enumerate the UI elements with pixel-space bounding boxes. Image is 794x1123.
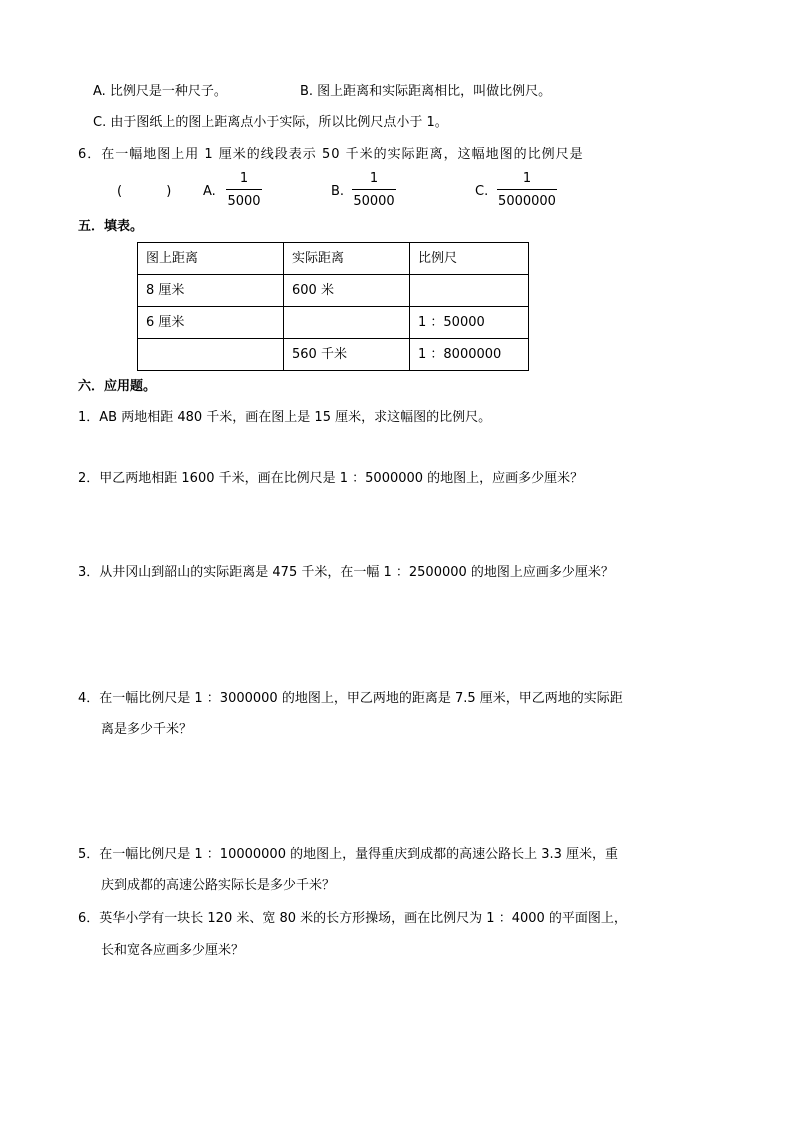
section6-title: 六．应用题。 — [78, 379, 157, 394]
table-cell — [138, 339, 284, 371]
choice6-stem: 6．在一幅地图上用 1 厘米的线段表示 50 千米的实际距离，这幅地图的比例尺是 — [78, 147, 584, 162]
table-cell — [284, 307, 410, 339]
choice6-option-c-label: C. — [475, 184, 489, 199]
table-cell: 8 厘米 — [138, 275, 284, 307]
choice6-blank: ( ) — [117, 184, 172, 199]
table-row — [138, 275, 529, 307]
choice5-option-c: C. 由于图纸上的图上距离点小于实际，所以比例尺点小于 1。 — [93, 115, 448, 130]
table-header-cell: 实际距离 — [284, 243, 410, 275]
table-cell: 6 厘米 — [138, 307, 284, 339]
option-a-denominator: 5000 — [227, 194, 261, 209]
option-c-denominator: 5000000 — [498, 194, 556, 209]
choice5-option-b: B. 图上距离和实际距离相比，叫做比例尺。 — [300, 84, 552, 99]
option-b-numerator: 1 — [369, 171, 379, 186]
table-cell: 600 米 — [284, 275, 410, 307]
option-b-denominator: 50000 — [353, 194, 395, 209]
question-6-line-1: 6．英华小学有一块长 120 米、宽 80 米的长方形操场，画在比例尺为 1 ：4000 的平面图上， — [78, 911, 627, 926]
table-row — [138, 307, 529, 339]
table-header-cell: 比例尺 — [410, 243, 529, 275]
question-4-line-2: 离是多少千米？ — [101, 722, 193, 737]
table-cell: 1 ：50000 — [410, 307, 529, 339]
option-c-numerator: 1 — [522, 171, 532, 186]
table-cell — [410, 275, 529, 307]
choice6-option-a-fraction — [226, 172, 262, 208]
table-cell: 1 ：8000000 — [410, 339, 529, 371]
question-3: 3．从井冈山到韶山的实际距离是 475 千米，在一幅 1 ：2500000 的地图上应画多少厘米？ — [78, 565, 614, 580]
scale-table — [137, 242, 529, 371]
question-6-line-2: 长和宽各应画多少厘米？ — [101, 943, 245, 958]
table-header-cell: 图上距离 — [138, 243, 284, 275]
question-4-line-1: 4．在一幅比例尺是 1 ：3000000 的地图上，甲乙两地的距离是 7.5 厘米，甲乙两地的实际距 — [78, 691, 623, 706]
choice6-option-c-fraction — [497, 172, 557, 208]
choice6-option-b-label: B. — [331, 184, 345, 199]
table-header-row — [138, 243, 529, 275]
section5-title: 五．填表。 — [78, 219, 144, 234]
table-row — [138, 339, 529, 371]
question-1: 1．AB 两地相距 480 千米，画在图上是 15 厘米，求这幅图的比例尺。 — [78, 410, 492, 425]
question-2: 2．甲乙两地相距 1600 千米，画在比例尺是 1 ：5000000 的地图上，应画多少厘米？ — [78, 471, 584, 486]
choice5-option-a: A. 比例尺是一种尺子。 — [93, 84, 227, 99]
question-5-line-1: 5．在一幅比例尺是 1 ：10000000 的地图上，量得重庆到成都的高速公路长上 3.3 厘米，重 — [78, 847, 619, 862]
table-cell: 560 千米 — [284, 339, 410, 371]
question-5-line-2: 庆到成都的高速公路实际长是多少千米？ — [101, 878, 336, 893]
option-a-numerator: 1 — [239, 171, 249, 186]
choice6-option-a-label: A. — [203, 184, 216, 199]
choice6-option-b-fraction — [352, 172, 396, 208]
